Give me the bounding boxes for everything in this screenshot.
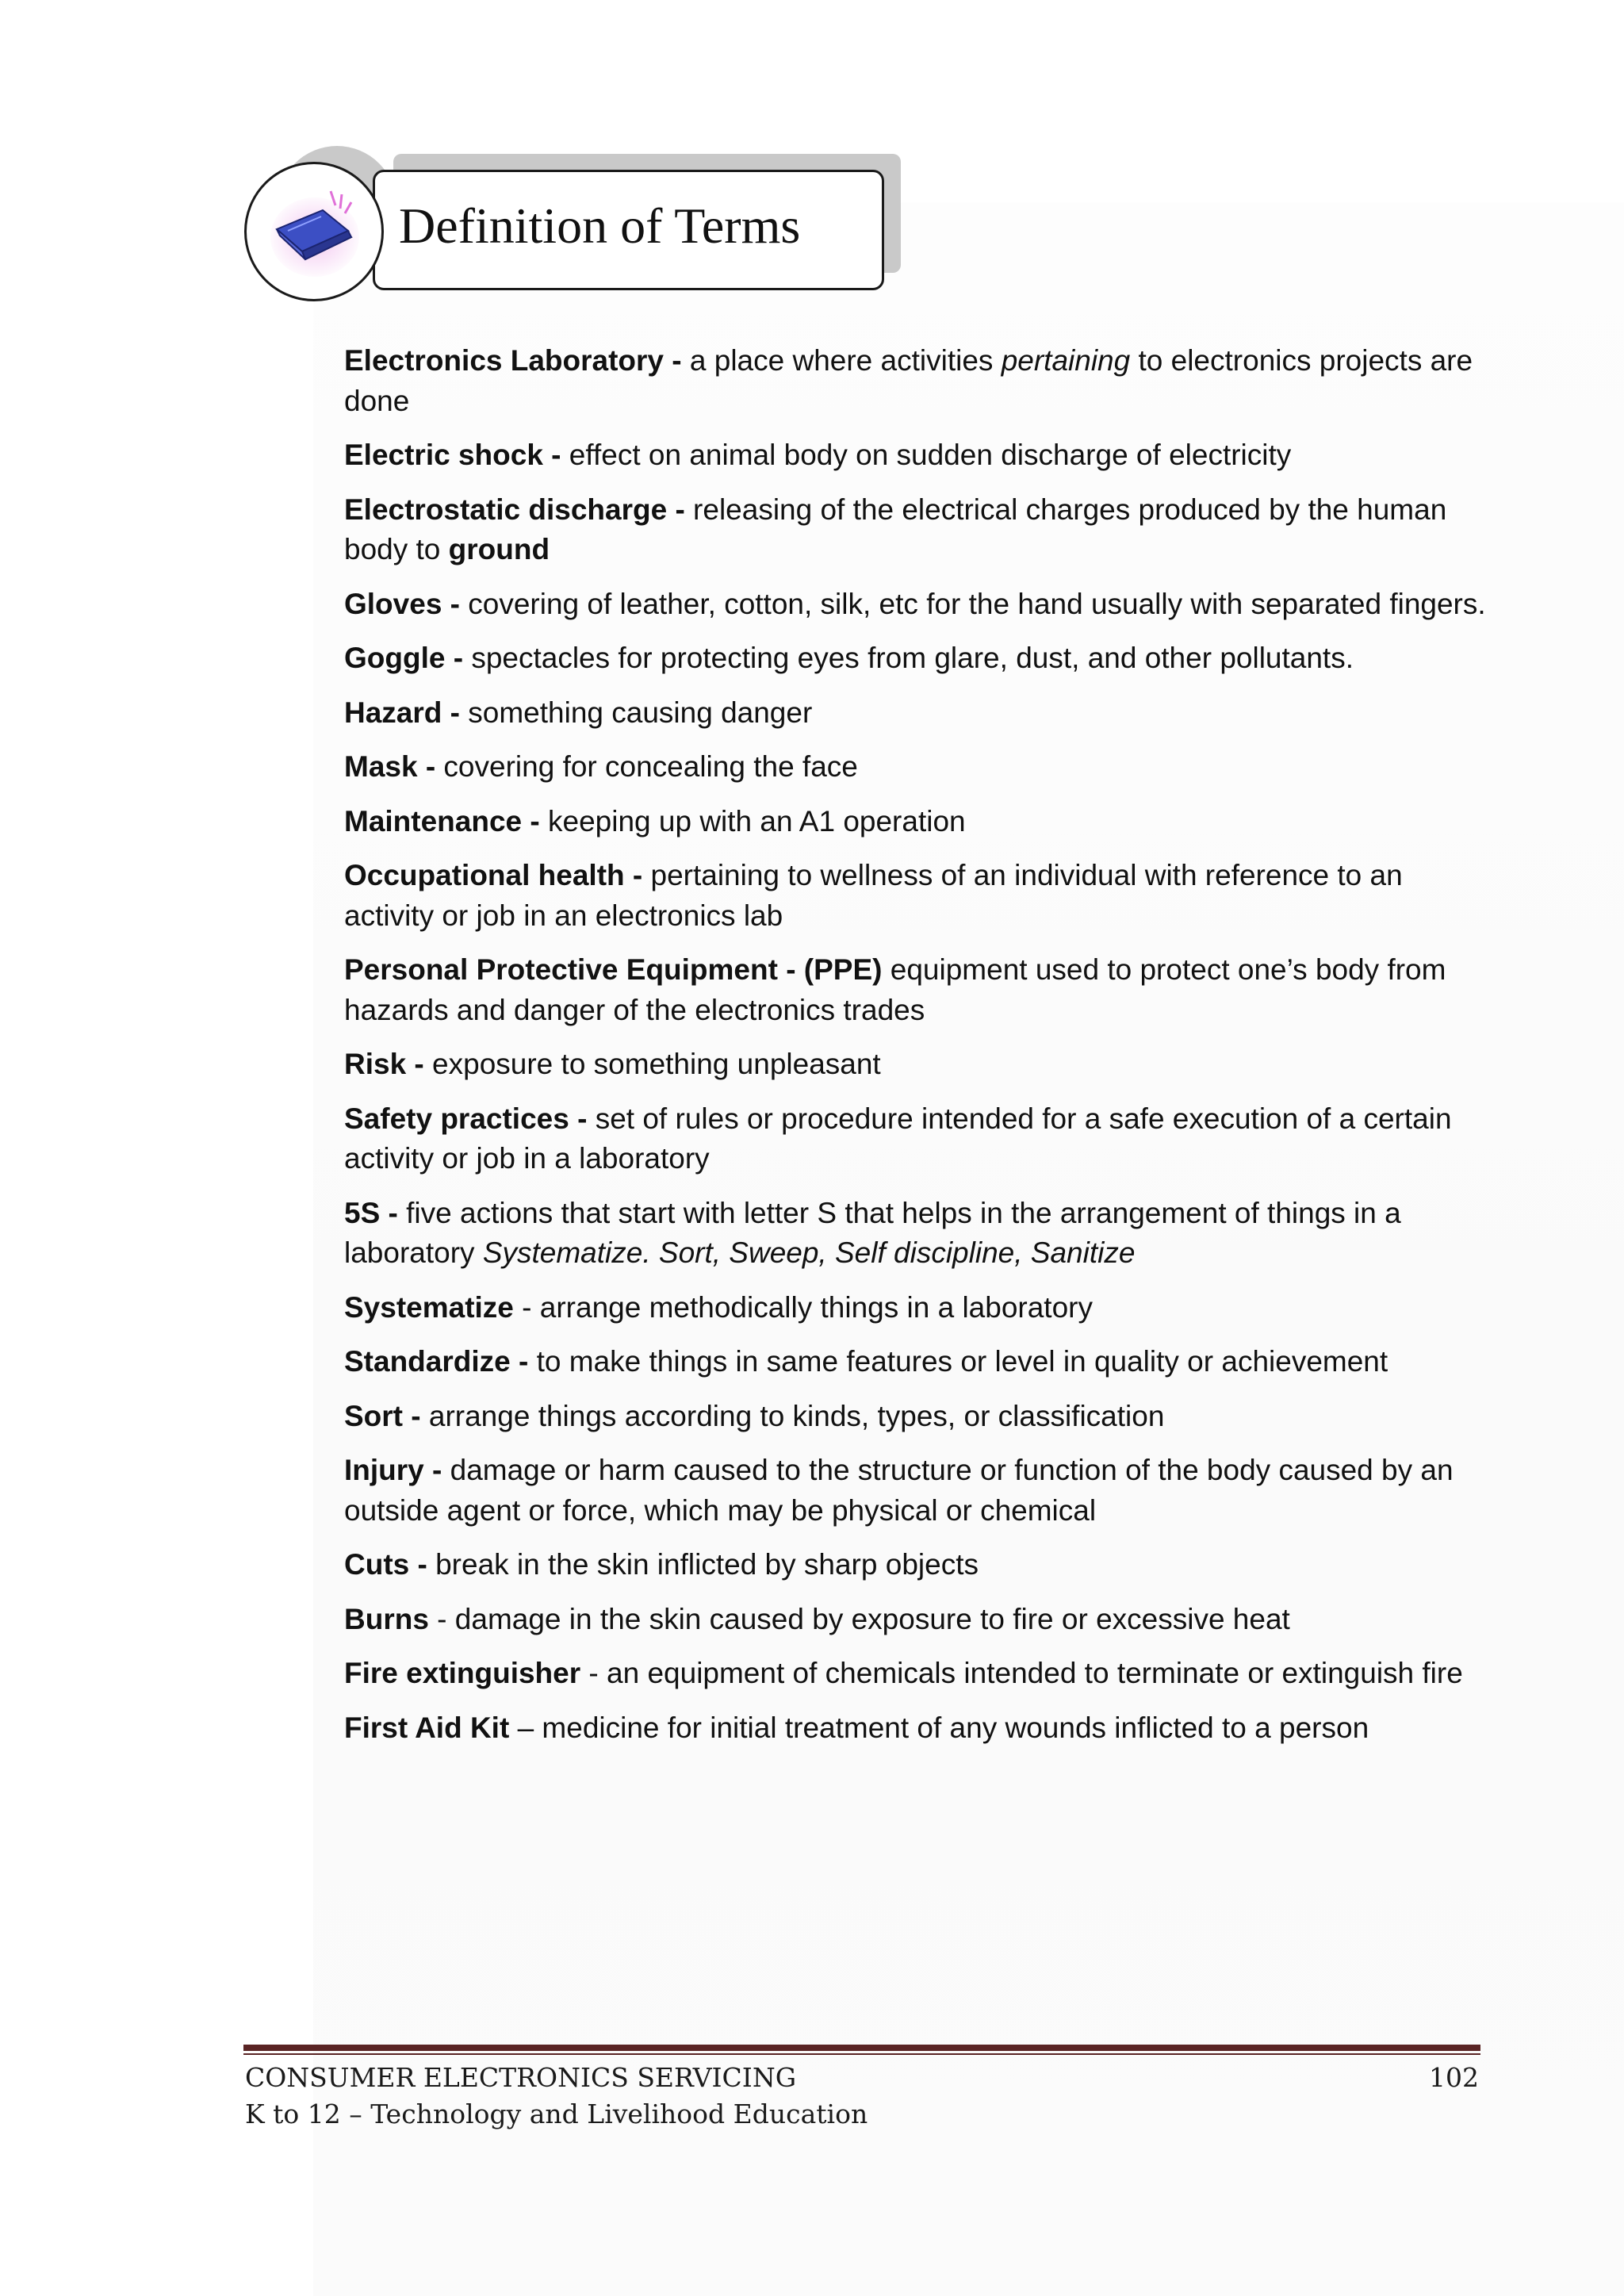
definition-item: [344, 1708, 1486, 1749]
definition-text: a place where activities: [681, 344, 1002, 377]
definition-term: Systematize: [344, 1290, 514, 1324]
definition-term: Electric shock -: [344, 439, 561, 471]
definition-text: covering for concealing the face: [435, 750, 858, 783]
definition-item: [344, 747, 1486, 788]
definition-term: Occupational health -: [344, 859, 643, 891]
definition-term: Safety practices -: [344, 1102, 588, 1135]
definition-text: exposure to something unpleasant: [423, 1048, 881, 1080]
footer-program: K to 12 – Technology and Livelihood Education: [245, 2099, 868, 2129]
definition-emphasis: Systematize. Sort, Sweep, Self discipline, Sanitize: [482, 1236, 1136, 1269]
definition-item: [344, 1451, 1486, 1531]
definition-text: covering of leather, cotton, silk, etc for the hand usually with separated fingers.: [460, 587, 1486, 620]
definition-term: First Aid Kit: [344, 1711, 510, 1744]
page-number: 102: [1429, 2062, 1479, 2093]
footer-divider: [243, 2045, 1480, 2055]
definition-term: Sort -: [344, 1399, 421, 1432]
definition-text: effect on animal body on sudden discharge of electricity: [561, 439, 1292, 471]
heading-title-box: [373, 170, 884, 290]
definition-item: [344, 1600, 1486, 1640]
definition-item: [344, 638, 1486, 679]
definition-text: five actions that start with letter S that helps in the arrangement of things in a laboratory: [344, 1196, 1401, 1269]
definition-text: set of rules or procedure intended for a safe execution of a certain activity or job in a laboratory: [344, 1102, 1452, 1175]
heading-icon-circle: [244, 162, 384, 301]
definition-text: to make things in same features or level in quality or achievement: [528, 1345, 1388, 1378]
definition-text: something causing danger: [459, 696, 813, 729]
definition-text: - an equipment of chemicals intended to terminate or extinguish fire: [580, 1657, 1463, 1689]
definition-term: Standardize -: [344, 1345, 529, 1378]
definition-item: [344, 950, 1486, 1030]
definition-term: Electrostatic discharge -: [344, 493, 685, 526]
definition-term: Risk -: [344, 1048, 424, 1080]
definition-item: [344, 856, 1486, 936]
definition-term: 5S -: [344, 1196, 398, 1229]
footer-course: CONSUMER ELECTRONICS SERVICING: [245, 2062, 797, 2093]
footer-rule-thin: [243, 2053, 1480, 2055]
definition-term: Maintenance -: [344, 804, 540, 838]
definition-text: to electronics projects are done: [344, 344, 1473, 417]
definition-term: Mask -: [344, 750, 436, 783]
definition-term: Gloves -: [344, 587, 460, 620]
book-icon: [269, 188, 364, 280]
definition-item: [344, 802, 1486, 842]
definition-term: Fire extinguisher: [344, 1657, 581, 1689]
definition-item: [344, 1654, 1486, 1694]
definition-term: Goggle -: [344, 642, 464, 674]
definition-term: Hazard -: [344, 696, 460, 729]
footer-rule-thick: [243, 2045, 1480, 2051]
definition-item: [344, 1545, 1486, 1585]
definition-emphasis: pertaining: [1001, 344, 1131, 377]
page-title: Definition of Terms: [399, 197, 801, 254]
definition-text: keeping up with an A1 operation: [539, 804, 966, 838]
definition-text: releasing of the electrical charges produced by the human body to: [344, 493, 1447, 565]
definition-item: [344, 341, 1486, 421]
definition-term: Burns: [344, 1602, 429, 1635]
footer-text: [245, 2060, 868, 2133]
definition-item: [344, 693, 1486, 734]
definition-item: [344, 1342, 1486, 1382]
definition-text: - arrange methodically things in a laboratory: [513, 1290, 1093, 1324]
definition-text: – medicine for initial treatment of any wounds inflicted to a person: [509, 1711, 1369, 1744]
definition-item: [344, 1288, 1486, 1328]
section-heading: [244, 146, 902, 305]
definition-term: Personal Protective Equipment - (PPE): [344, 953, 883, 986]
definitions-list: [344, 341, 1486, 1762]
definition-text: arrange things according to kinds, types, or classification: [420, 1399, 1165, 1432]
definition-text: damage or harm caused to the structure or function of the body caused by an outside agent or force, which may be physical or chemical: [344, 1454, 1454, 1527]
definition-text: - damage in the skin caused by exposure to fire or excessive heat: [428, 1602, 1290, 1635]
definition-item: [344, 1099, 1486, 1179]
definition-item: [344, 435, 1486, 476]
definition-item: [344, 585, 1486, 625]
definition-text: spectacles for protecting eyes from glare, dust, and other pollutants.: [463, 642, 1354, 674]
definition-term: Electronics Laboratory -: [344, 344, 682, 377]
definition-term: Injury -: [344, 1454, 442, 1486]
definition-item: [344, 490, 1486, 570]
definition-text: pertaining to wellness of an individual with reference to an activity or job in an electronics lab: [344, 859, 1403, 932]
definition-item: [344, 1397, 1486, 1437]
definition-term: Cuts -: [344, 1548, 427, 1581]
definition-text: break in the skin inflicted by sharp objects: [427, 1548, 979, 1581]
definition-item: [344, 1045, 1486, 1085]
definition-term: ground: [448, 533, 550, 565]
definition-text: equipment used to protect one’s body from hazards and danger of the electronics trades: [344, 953, 1446, 1026]
definition-item: [344, 1194, 1486, 1274]
